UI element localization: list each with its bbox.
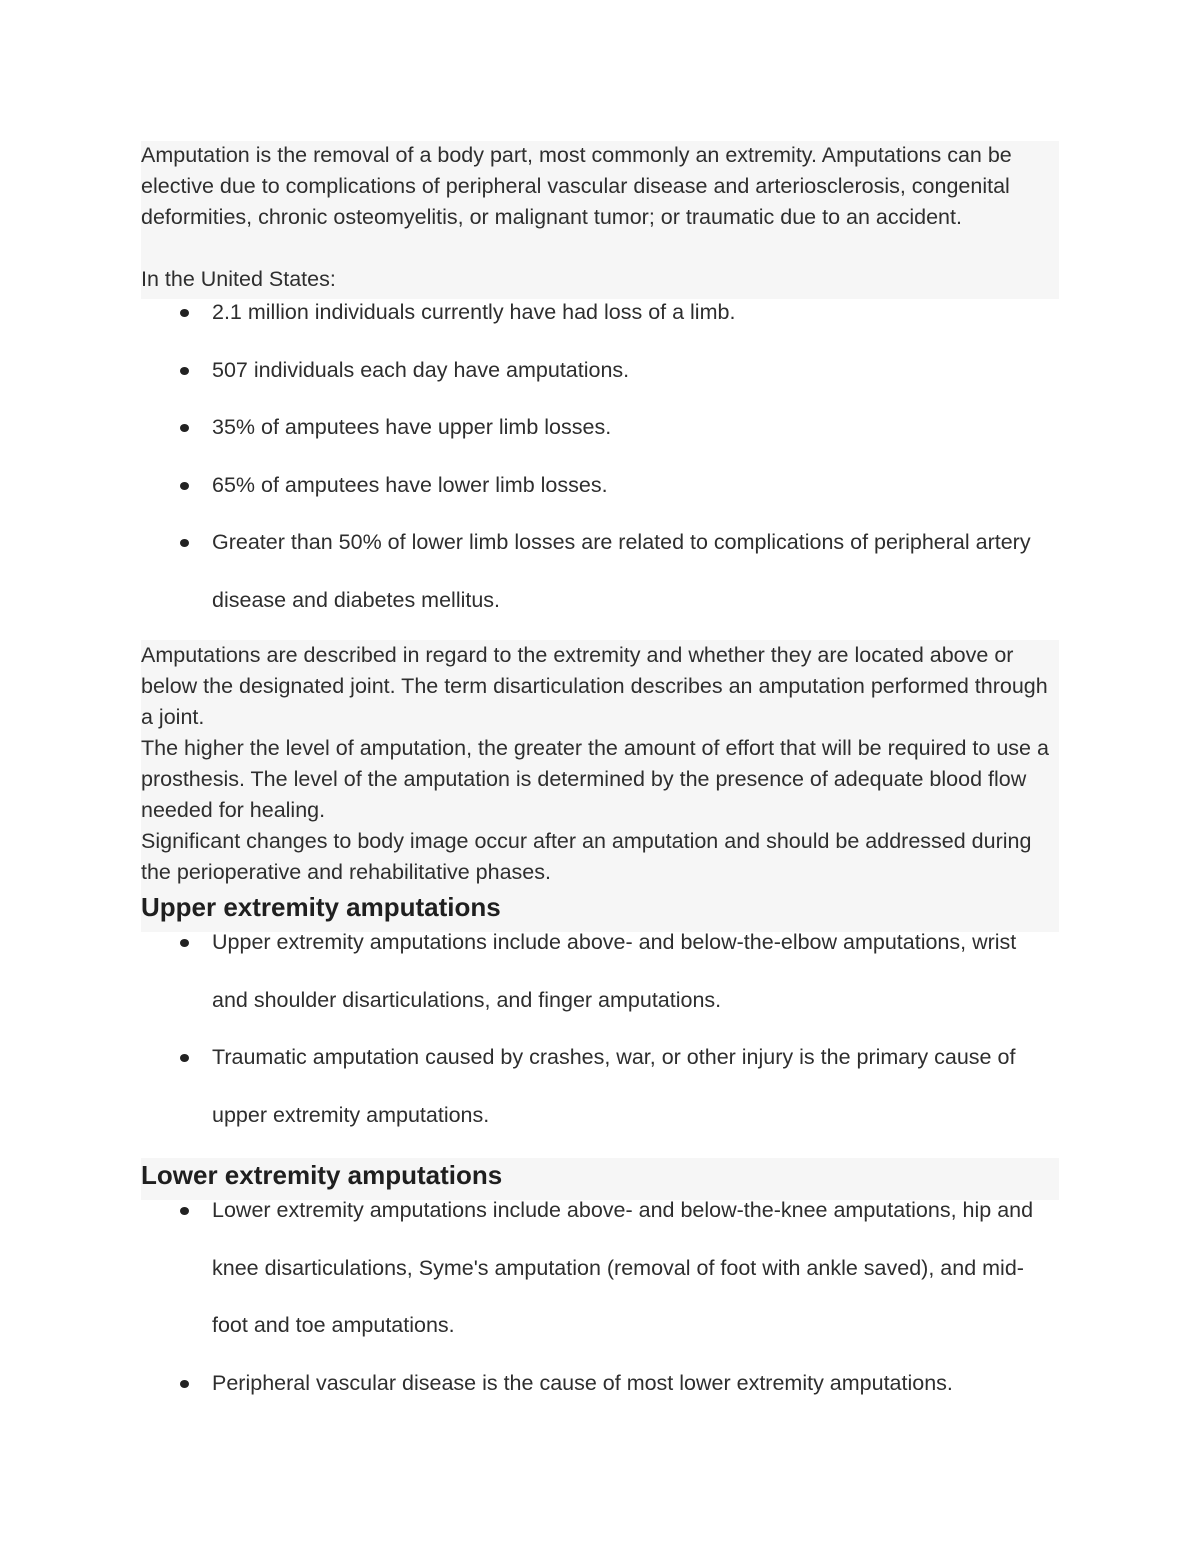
bullet-icon: [180, 367, 189, 375]
list-item: 65% of amputees have lower limb losses.: [141, 457, 1059, 515]
lower-heading: Lower extremity amputations: [141, 1160, 503, 1190]
list-item: Peripheral vascular disease is the cause of most lower extremity amputations.: [141, 1355, 1059, 1413]
description-paragraph-2: The higher the level of amputation, the greater the amount of effort that will be required to use a prosthesis. The level of the amputation is determined by the presence of adequate blood flow needed for healing.: [141, 736, 1049, 822]
us-stats-list: [141, 284, 1059, 629]
list-item: Upper extremity amputations include above- and below-the-elbow amputations, wrist and shoulder disarticulations, and finger amputations.: [141, 914, 1059, 1029]
lower-list: [141, 1182, 1059, 1412]
description-paragraph-1: Amputations are described in regard to the extremity and whether they are located above or below the designated joint. The term disarticulation describes an amputation performed through a joint.: [141, 643, 1048, 729]
intro-paragraph: Amputation is the removal of a body part, most commonly an extremity. Amputations can be elective due to complications of peripheral vascular disease and arteriosclerosis, congenital deformities, chronic osteomyelitis, or malignant tumor; or traumatic due to an accident.: [141, 143, 1012, 229]
description-paragraph-3: Significant changes to body image occur after an amputation and should be addressed during the perioperative and rehabilitative phases.: [141, 829, 1032, 884]
list-item: Greater than 50% of lower limb losses are related to complications of peripheral artery disease and diabetes mellitus.: [141, 514, 1059, 629]
list-item: 2.1 million individuals currently have had loss of a limb.: [141, 284, 1059, 342]
bullet-icon: [180, 1207, 189, 1215]
bullet-icon: [180, 1380, 189, 1388]
list-item: Lower extremity amputations include above- and below-the-knee amputations, hip and knee disarticulations, Syme's amputation (removal of foot with ankle saved), and mid-foot and toe amputations.: [141, 1182, 1059, 1355]
upper-heading: Upper extremity amputations: [141, 892, 501, 922]
list-item: Traumatic amputation caused by crashes, war, or other injury is the primary cause of upper extremity amputations.: [141, 1029, 1059, 1144]
us-label: In the United States:: [141, 267, 336, 291]
bullet-icon: [180, 939, 189, 947]
bullet-icon: [180, 539, 189, 547]
bullet-icon: [180, 309, 189, 317]
bullet-icon: [180, 424, 189, 432]
bullet-icon: [180, 1054, 189, 1062]
list-item: 35% of amputees have upper limb losses.: [141, 399, 1059, 457]
upper-list: [141, 914, 1059, 1144]
list-item: 507 individuals each day have amputations.: [141, 342, 1059, 400]
bullet-icon: [180, 482, 189, 490]
